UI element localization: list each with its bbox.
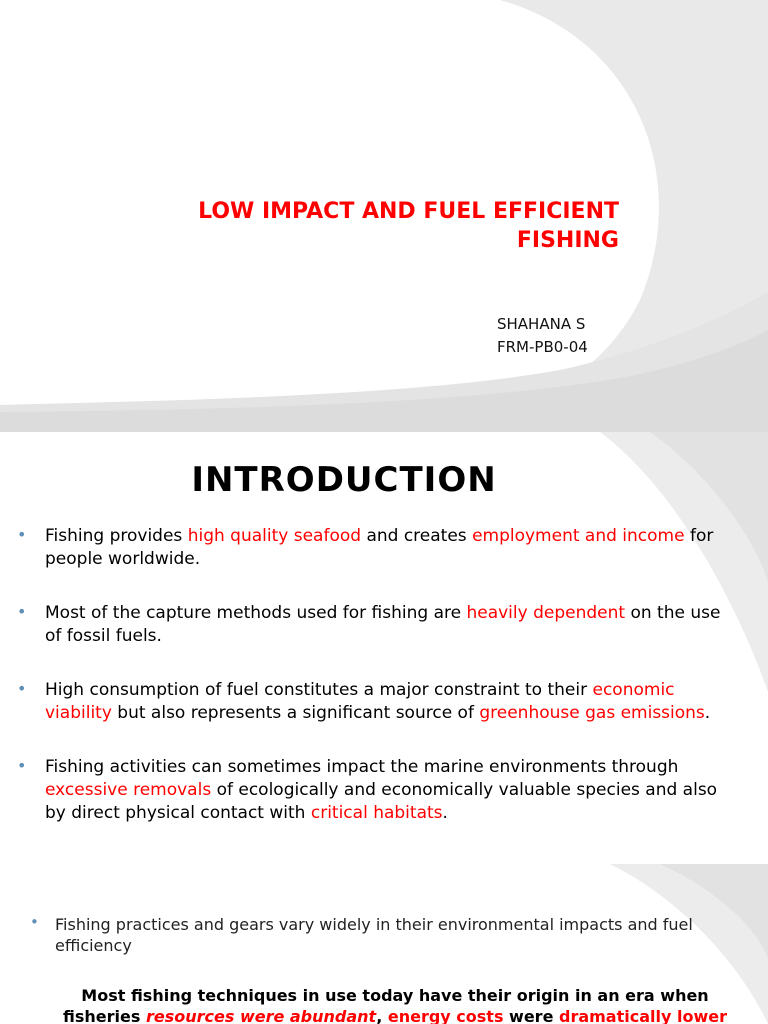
highlight: employment and income bbox=[472, 526, 685, 546]
title-line-2: FISHING bbox=[516, 228, 619, 253]
highlight: dramatically lower bbox=[558, 1007, 727, 1024]
paragraph-line-2: fisheries resources were abundant, energy costs were dramatically lower bbox=[63, 1007, 727, 1024]
slide-introduction bbox=[0, 432, 768, 864]
bullet-item: • Fishing activities can sometimes impact the marine environments through excessive removals of ecologically and economically valuable species and also by direct physical contact with critical habitats. bbox=[17, 756, 718, 823]
slide-title bbox=[0, 0, 768, 432]
paragraph-line-1: Most fishing techniques in use today have their origin in an era when bbox=[81, 986, 709, 1005]
author-name: SHAHANA S bbox=[497, 315, 586, 333]
highlight: heavily dependent bbox=[466, 603, 626, 623]
highlight: greenhouse gas emissions bbox=[479, 703, 705, 723]
highlight: resources were abundant bbox=[145, 1007, 377, 1024]
highlight: critical habitats bbox=[310, 803, 443, 823]
slide-heading: INTRODUCTION bbox=[191, 460, 497, 500]
bullet-list bbox=[0, 525, 735, 825]
slide-fishing-practices bbox=[0, 864, 768, 1024]
bullet-dot-icon: • bbox=[17, 602, 27, 621]
title-line-1: LOW IMPACT AND FUEL EFFICIENT bbox=[198, 199, 619, 224]
bullet-dot-icon: • bbox=[17, 679, 27, 698]
bullet-dot-icon: • bbox=[17, 756, 27, 775]
highlight: excessive removals bbox=[45, 780, 212, 800]
presentation-title bbox=[59, 197, 619, 255]
bullet-dot-icon: • bbox=[17, 525, 27, 544]
highlight: high quality seafood bbox=[187, 526, 362, 546]
bullet-item: • Fishing provides high quality seafood and creates employment and income for people worldwide. bbox=[17, 525, 714, 569]
bullet-dot-icon: • bbox=[30, 913, 39, 931]
emphasis-paragraph bbox=[0, 985, 768, 1024]
author-id: FRM-PB0-04 bbox=[497, 338, 588, 356]
author-block bbox=[497, 313, 588, 359]
highlight: economic viability bbox=[45, 680, 675, 723]
bullet-item bbox=[0, 914, 768, 956]
bullet-text: Fishing practices and gears vary widely in their environmental impacts and fuel efficiency bbox=[55, 915, 693, 955]
highlight: energy costs bbox=[387, 1007, 504, 1024]
bullet-item: • Most of the capture methods used for fishing are heavily dependent on the use of fossil fuels. bbox=[17, 602, 721, 646]
bullet-item: • High consumption of fuel constitutes a major constraint to their economic viability but also represents a significant source of greenhouse gas emissions. bbox=[17, 679, 711, 723]
